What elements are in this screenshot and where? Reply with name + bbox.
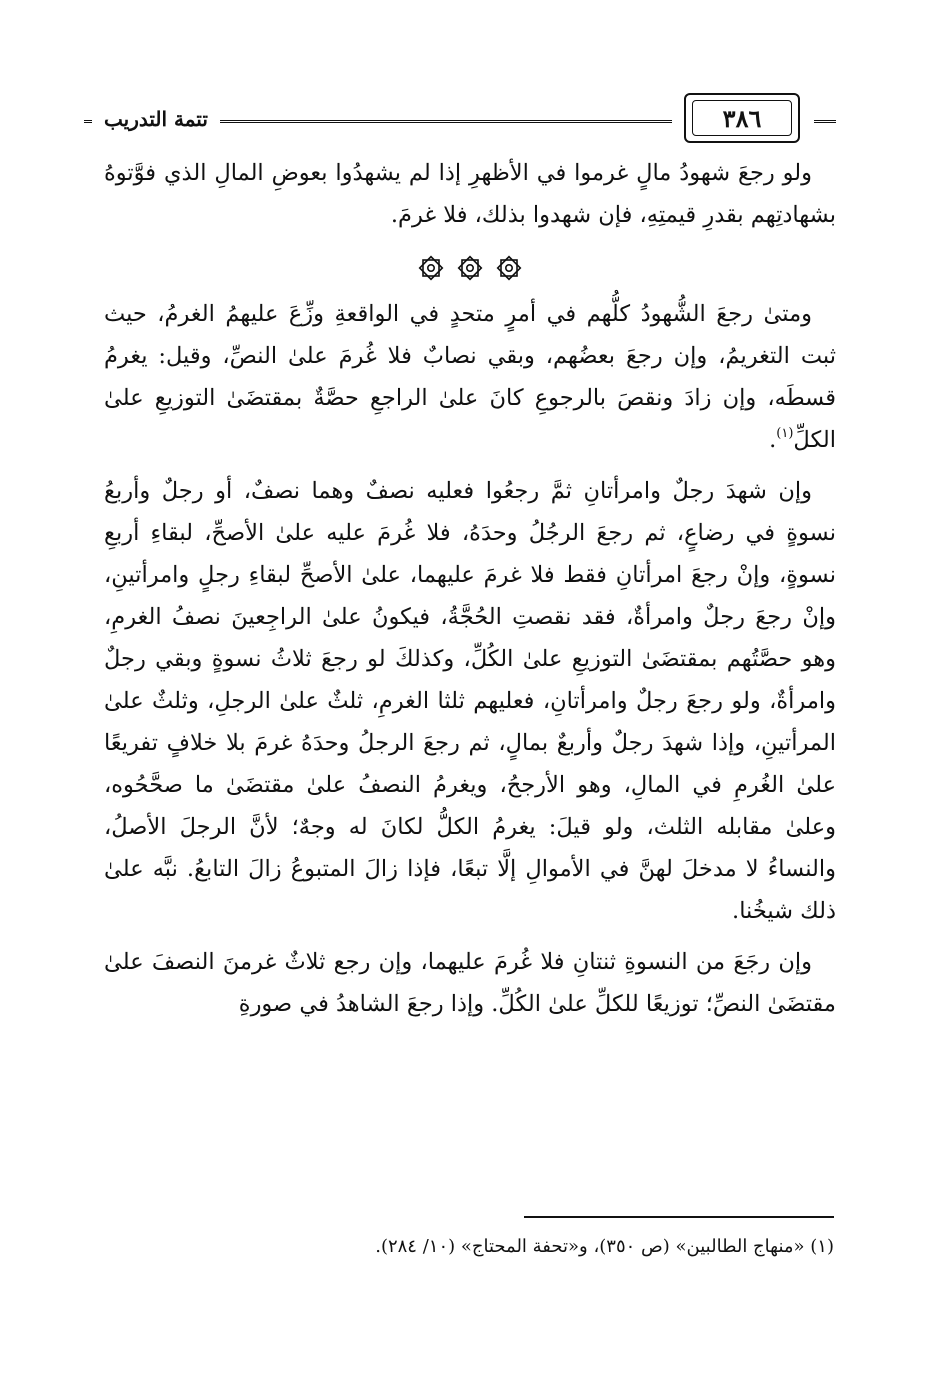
paragraph-1: ولو رجعَ شهودُ مالٍ غرموا في الأظهرِ إذا لم يشهدُوا بعوضِ المالِ الذي فوَّتوهُ بشهادتِهم بقدرِ قيمتِهِ، فإن شهدوا بذلك، فلا غرمَ.: [104, 160, 836, 228]
octagram-ornament-icon: [496, 255, 522, 281]
running-title: تتمة التدريب: [92, 103, 220, 135]
paragraph-3: وإن شهدَ رجلٌ وامرأتانِ ثمَّ رجعُوا فعليه نصفٌ وهما نصفٌ، أو رجلٌ وأربعُ نسوةٍ في رضاعٍ، ثم رجعَ الرجُلُ وحدَهُ، فلا غُرمَ عليه علىٰ الأصحِّ، لبقاءِ أربعِ نسوةٍ، وإنْ رجعَ امرأتانِ فقط فلا غرمَ عليهما، علىٰ الأصحِّ لبقاءِ رجلٍ وامرأتينِ، وإنْ رجعَ رجلٌ وامرأةٌ، فقد نقصتِ الحُجَّةُ، فيكونُ علىٰ الراجِعينَ نصفُ الغرمِ، وهو حصَّتُهم بمقتضَىٰ التوزيعِ علىٰ الكُلِّ، وكذلكَ لو رجعَ ثلاثُ نسوةٍ وبقي رجلٌ وامرأةٌ، ولو رجعَ رجلٌ وامرأتانِ، فعليهم ثلثا الغرمِ، ثلثٌ علىٰ الرجلِ، وثلثٌ علىٰ المرأتينِ، وإذا شهدَ رجلٌ وأربعٌ بمالٍ، ثم رجعَ الرجلُ وحدَهُ غرمَ بلا خلافٍ تفريعًا علىٰ الغُرمِ في المالِ، وهو الأرجحُ، ويغرمُ النصفُ علىٰ مقتضَىٰ ما صحَّحُوه، وعلىٰ مقابله الثلث، ولو قيلَ: يغرمُ الكلُّ لكانَ له وجهٌ؛ لأنَّ الرجلَ الأصلُ، والنساءُ لا مدخلَ لهنَّ في الأموالِ إلَّا تبعًا، فإذا زالَ المتبوعُ زالَ التابعُ. نبَّه علىٰ ذلك شيخُنا.: [104, 478, 836, 924]
paragraph-2-tail: .: [769, 427, 777, 453]
main-text: [104, 152, 836, 1034]
page-number-frame: [684, 93, 800, 143]
paragraph-2: [104, 293, 836, 461]
footnote: (١) «منهاج الطالبين» (ص ٣٥٠)، و«تحفة المحتاج» (١٠/ ٢٨٤).: [375, 1236, 834, 1257]
header-rule-tip: [814, 120, 836, 123]
octagram-ornament-icon: [457, 255, 483, 281]
paragraph-4: وإن رجَعَ من النسوةِ ثنتانِ فلا غُرمَ عليهما، وإن رجع ثلاثٌ غرمنَ النصفَ علىٰ مقتضَىٰ النصِّ؛ توزيعًا للكلِّ علىٰ الكُلِّ. وإذا رجعَ الشاهدُ في صورةِ: [104, 949, 836, 1017]
section-ornament: [104, 245, 836, 289]
footnote-separator: [524, 1216, 834, 1218]
paragraph-2-text: ومتىٰ رجعَ الشُّهودُ كلُّهم في أمرٍ متحدٍ في الواقعةِ وزِّعَ عليهمُ الغرمُ، حيث ثبت التغريمُ، وإن رجعَ بعضُهم، وبقي نصابٌ فلا غُرمَ علىٰ النصِّ، وقيل: يغرمُ قسطَه، وإن زادَ ونقصَ بالرجوعِ كانَ علىٰ الراجعِ حصَّةٌ بمقتضَىٰ التوزيعِ علىٰ الكلِّ: [104, 301, 836, 453]
page-number: ٣٨٦: [722, 103, 762, 133]
page-number-inner-frame: [692, 100, 792, 136]
footnote-reference[interactable]: (١): [776, 426, 794, 441]
running-header: [84, 93, 836, 145]
octagram-ornament-icon: [418, 255, 444, 281]
